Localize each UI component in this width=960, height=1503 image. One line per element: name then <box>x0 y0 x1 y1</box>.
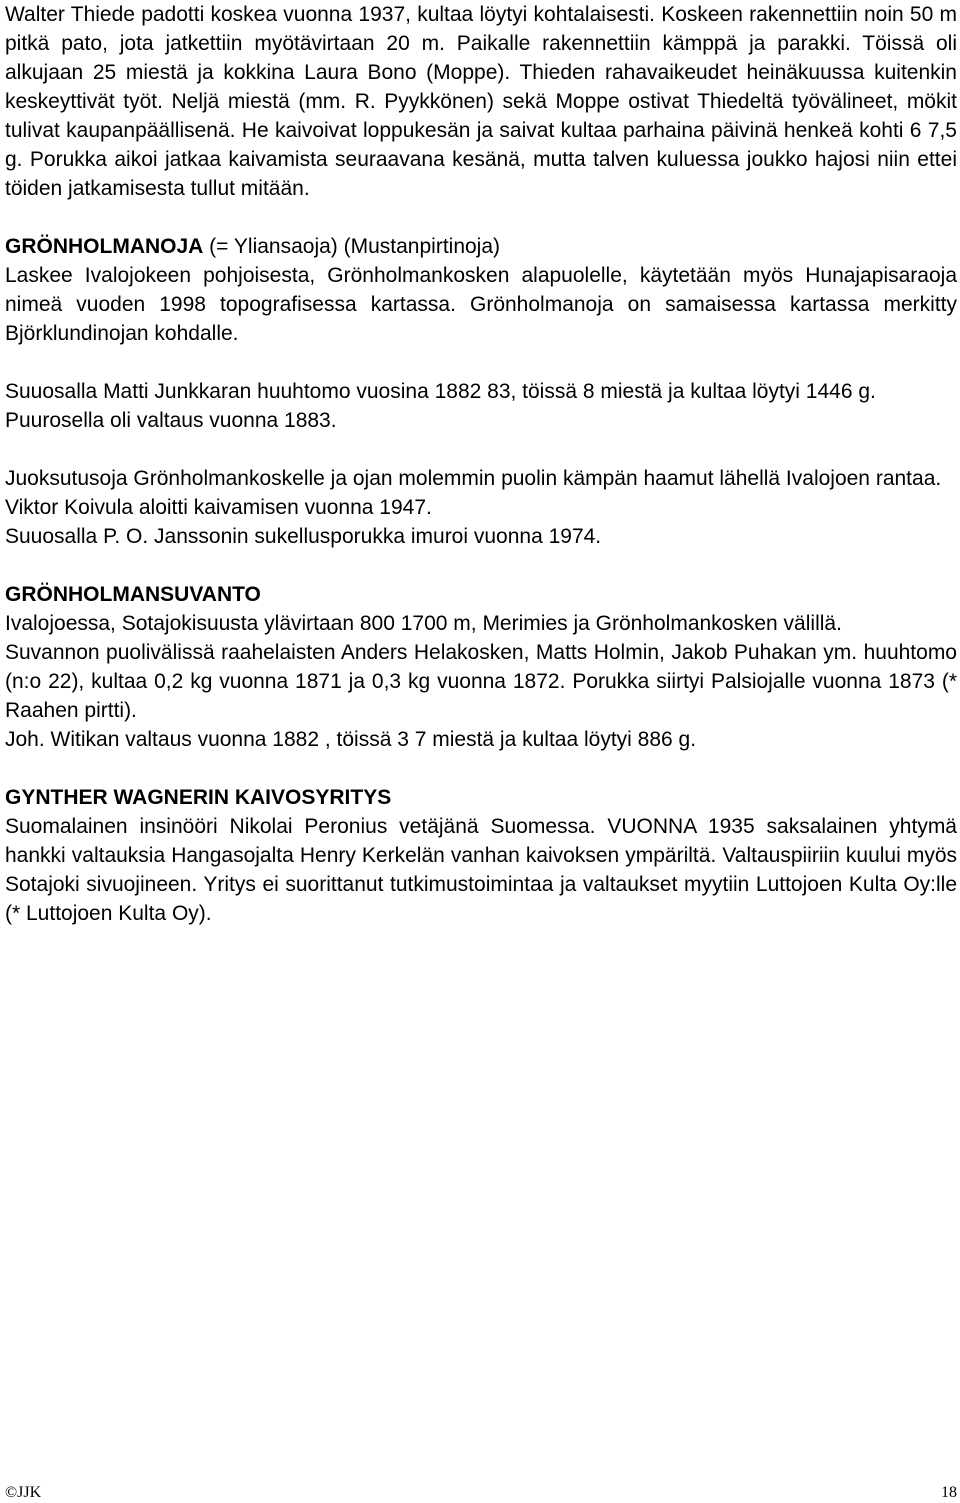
paragraph: Suomalainen insinööri Nikolai Peronius vetäjänä Suomessa. VUONNA 1935 saksalainen yhtymä hankki valtauksia Hangasojalta Henry Kerkelän vanhan kaivoksen ympäriltä. Valtauspiiriin kuului myös Sotajoki sivuojineen. Yritys ei suorittanut tutkimustoimintaa ja valtaukset myytiin Luttojoen Kulta Oy:lle (* Luttojoen Kulta Oy). <box>5 815 957 925</box>
document-page <box>5 0 957 928</box>
intro-section <box>5 0 957 203</box>
spacer <box>5 754 957 783</box>
intro-paragraph: Walter Thiede padotti koskea vuonna 1937, kultaa löytyi kohtalaisesti. Koskeen rakennettiin noin 50 m pitkä pato, jota jatkettiin myötävirtaan 20 m. Paikalle rakennettiin kämppä ja parakki. Töissä oli alkujaan 25 miestä ja kokkina Laura Bono (Moppe). Thieden rahavaikeudet heinäkuussa kuitenkin keskeyttivät työt. Neljä miestä (mm. R. Pyykkönen) sekä Moppe ostivat Thiedeltä työvälineet, mökit tulivat kaupanpäällisenä. He kaivoivat loppukesän ja saivat kultaa parhaina päivinä henkeä kohti 6 7,5 g. Porukka aikoi jatkaa kaivamista seuraavana kesänä, mutta talven kuluessa joukko hajosi niin ettei töiden jatkamisesta tullut mitään. <box>5 3 957 200</box>
paragraph: Ivalojoessa, Sotajokisuusta ylävirtaan 800 1700 m, Merimies ja Grönholmankosken välillä. <box>5 612 842 635</box>
gronholmanoja-section <box>5 232 957 551</box>
section-heading: GRÖNHOLMANSUVANTO <box>5 583 261 606</box>
section-heading-aliases: (= Yliansaoja) (Mustanpirtinoja) <box>203 235 501 258</box>
paragraph: Juoksutusoja Grönholmankoskelle ja ojan molemmin puolin kämpän haamut lähellä Ivalojoen rantaa. <box>5 467 942 490</box>
spacer <box>5 551 957 580</box>
page-number: 18 <box>941 1484 957 1501</box>
paragraph: Suuosalla Matti Junkkaran huuhtomo vuosina 1882 83, töissä 8 miestä ja kultaa löytyi 1446 g. <box>5 380 876 403</box>
section-heading: GYNTHER WAGNERIN KAIVOSYRITYS <box>5 786 392 809</box>
gyntherwagner-section <box>5 783 957 928</box>
spacer <box>5 435 957 464</box>
paragraph: Viktor Koivula aloitti kaivamisen vuonna 1947. <box>5 496 432 519</box>
paragraph: Joh. Witikan valtaus vuonna 1882 , töissä 3 7 miestä ja kultaa löytyi 886 g. <box>5 728 697 751</box>
paragraph: Suuosalla P. O. Janssonin sukellusporukka imuroi vuonna 1974. <box>5 525 602 548</box>
section-heading: GRÖNHOLMANOJA <box>5 235 204 258</box>
section-heading-line <box>5 232 957 261</box>
spacer <box>5 203 957 232</box>
paragraph: Suvannon puolivälissä raahelaisten Anders Helakosken, Matts Holmin, Jakob Puhakan ym. huuhtomo (n:o 22), kultaa 0,2 kg vuonna 1871 ja 0,3 kg vuonna 1872. Porukka siirtyi Palsiojalle vuonna 1873 (* Raahen pirtti). <box>5 641 957 722</box>
gronholmansuvanto-section <box>5 580 957 754</box>
paragraph: Puurosella oli valtaus vuonna 1883. <box>5 409 337 432</box>
page-footer <box>0 1483 960 1503</box>
copyright-label: ©JJK <box>5 1484 42 1501</box>
spacer <box>5 348 957 377</box>
paragraph: Laskee Ivalojokeen pohjoisesta, Grönholmankosken alapuolelle, käytetään myös Hunajapisaraoja nimeä vuoden 1998 topografisessa kartassa. Grönholmanoja on samaisessa kartassa merkitty Björklundinojan kohdalle. <box>5 264 957 345</box>
